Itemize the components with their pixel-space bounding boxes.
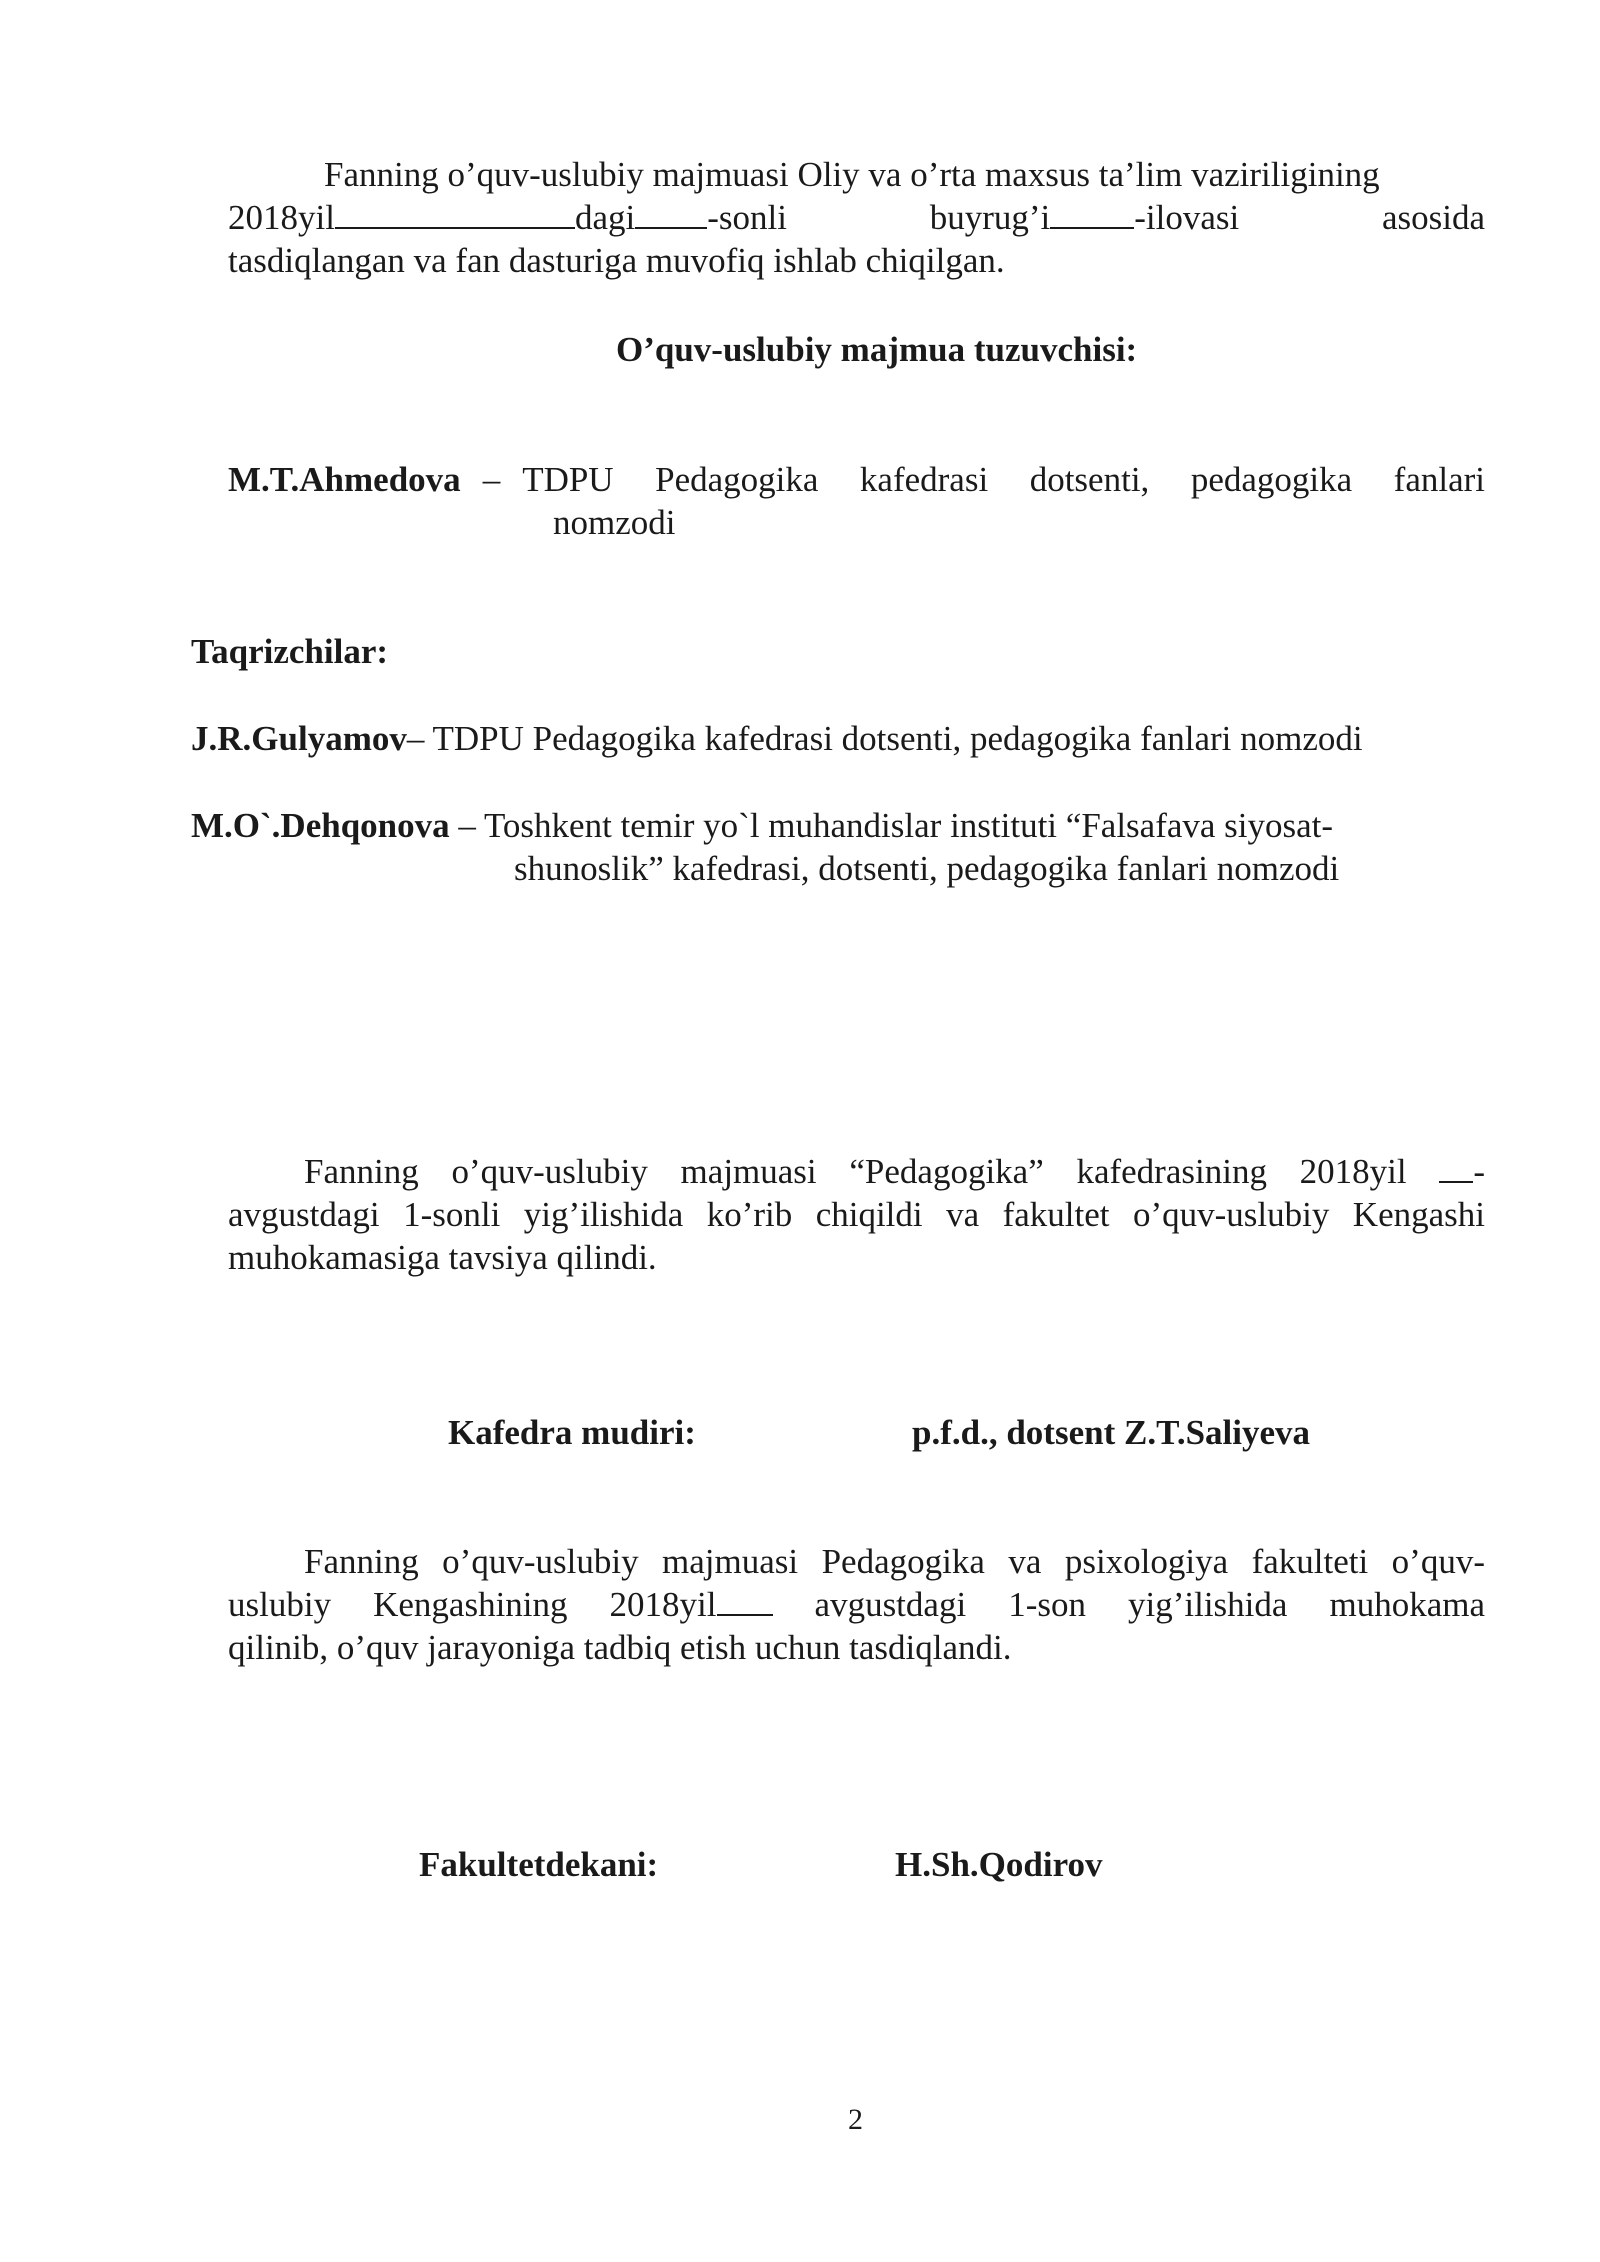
- faculty-text-2a: uslubiy Kengashining: [228, 1585, 568, 1624]
- date-blank: [335, 226, 575, 229]
- approval-text-3: tasdiqlangan va fan dasturiga muvofiq ishlab chiqilgan.: [228, 241, 1005, 280]
- approval-year: 2018yil: [228, 198, 335, 237]
- dean-label: Fakultetdekani:: [419, 1845, 659, 1884]
- faculty-line-3: qilinib, o’quv jarayoniga tadbiq etish uchun tasdiqlandi.: [228, 1628, 1012, 1667]
- compiler-desc-2: nomzodi: [553, 503, 676, 542]
- approval-asosida: asosida: [1381, 198, 1485, 237]
- number-blank: [635, 226, 707, 229]
- compiler-dash: –: [482, 460, 501, 499]
- compiler-entry: [228, 458, 1485, 544]
- reviewer-entry-1: [191, 717, 1363, 760]
- reviewer-2-desc-1: – Toshkent temir yo`l muhandislar instituti “Falsafava siyosat-: [449, 806, 1334, 845]
- faculty-text-2c: avgustdagi 1-son yig’ilishida muhokama: [814, 1585, 1485, 1624]
- approval-buyrugi: buyrug’i: [929, 198, 1051, 237]
- compiler-name: M.T.Ahmedova: [228, 460, 461, 499]
- compiler-heading: O’quv-uslubiy majmua tuzuvchisi:: [616, 330, 1138, 369]
- faculty-day-blank: [717, 1613, 773, 1616]
- approval-dagi: dagi: [574, 198, 636, 237]
- day-blank: [1439, 1180, 1473, 1183]
- department-text-1: Fanning o’quv-uslubiy majmuasi “Pedagogika” kafedrasining 2018yil: [304, 1152, 1407, 1191]
- faculty-paragraph: [228, 1540, 1485, 1669]
- reviewers-heading: Taqrizchilar:: [191, 632, 389, 671]
- department-line-3: muhokamasiga tavsiya qilindi.: [228, 1238, 657, 1277]
- department-hyphen: -: [1473, 1152, 1486, 1191]
- reviewer-2-name: M.O`.Dehqonova: [191, 806, 450, 845]
- appendix-blank: [1050, 226, 1134, 229]
- faculty-year: 2018yil: [609, 1585, 717, 1624]
- department-paragraph: [228, 1150, 1485, 1279]
- reviewer-2-line-1: [191, 804, 1339, 847]
- department-head-value: p.f.d., dotsent Z.T.Saliyeva: [912, 1413, 1311, 1452]
- compiler-desc-1: TDPU Pedagogika kafedrasi dotsenti, pedagogika fanlari: [522, 460, 1485, 499]
- department-head-label: Kafedra mudiri:: [448, 1413, 696, 1452]
- reviewer-1-desc: – TDPU Pedagogika kafedrasi dotsenti, pedagogika fanlari nomzodi: [406, 719, 1363, 758]
- reviewer-entry-2: [191, 804, 1339, 890]
- approval-line-2: [228, 196, 1485, 239]
- approval-sonli: -sonli: [707, 198, 787, 237]
- page-number: 2: [848, 2103, 863, 2136]
- department-line-1: [228, 1150, 1485, 1193]
- approval-ilovasi: -ilovasi: [1134, 198, 1240, 237]
- reviewer-2-desc-2: shunoslik” kafedrasi, dotsenti, pedagogika fanlari nomzodi: [514, 849, 1340, 888]
- approval-line-1: [228, 153, 1485, 196]
- approval-text-1: Fanning o’quv-uslubiy majmuasi Oliy va o’rta maxsus ta’lim vaziriligining: [324, 155, 1380, 194]
- faculty-line-2: [228, 1583, 1485, 1626]
- department-line-2: avgustdagi 1-sonli yig’ilishida ko’rib chiqildi va fakultet o’quv-uslubiy Kengashi: [228, 1195, 1485, 1234]
- approval-line-3: [228, 239, 1485, 282]
- dean-value: H.Sh.Qodirov: [895, 1845, 1103, 1884]
- faculty-line-1: Fanning o’quv-uslubiy majmuasi Pedagogika va psixologiya fakulteti o’quv-: [304, 1542, 1485, 1581]
- compiler-line-1: [228, 458, 1485, 501]
- reviewer-1-name: J.R.Gulyamov: [191, 719, 407, 758]
- approval-paragraph: [228, 153, 1485, 282]
